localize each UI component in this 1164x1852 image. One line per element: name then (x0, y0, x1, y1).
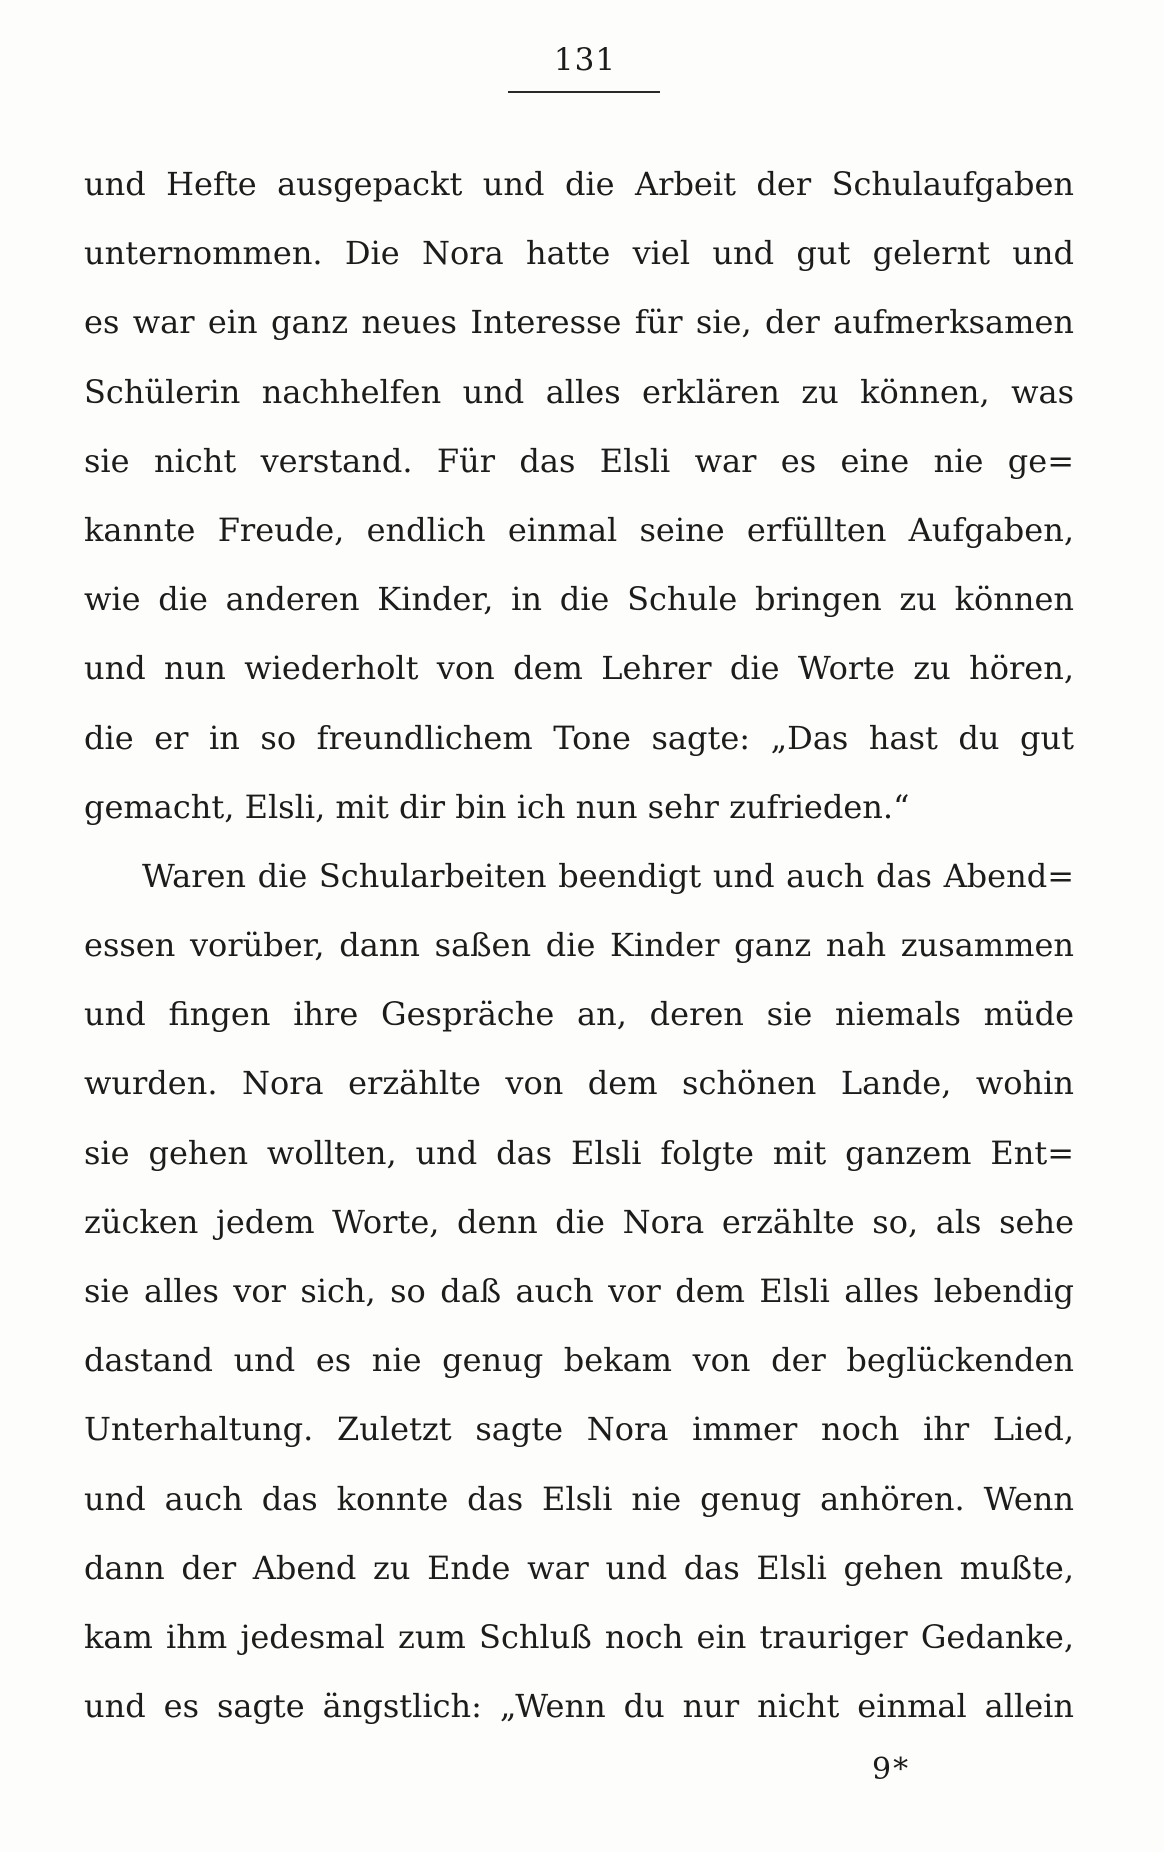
text-line: Schülerin nachhelfen und alles erklären zu können, was (84, 372, 1074, 411)
text-line: dann der Abend zu Ende war und das Elsli gehen mußte, (84, 1548, 1074, 1587)
text-line: sie nicht verstand. Für das Elsli war es eine nie ge= (84, 441, 1074, 480)
text-line: es war ein ganz neues Interesse für sie, der aufmerksamen (84, 303, 1074, 342)
text-line: sie gehen wollten, und das Elsli folgte mit ganzem Ent= (84, 1133, 1074, 1172)
page-number: 131 (553, 42, 617, 78)
text-line: dastand und es nie genug bekam von der beglückenden (84, 1341, 1074, 1380)
text-line: essen vorüber, dann saßen die Kinder ganz nah zusammen (84, 926, 1074, 965)
text-line: und fingen ihre Gespräche an, deren sie niemals müde (84, 995, 1074, 1034)
header-rule (508, 91, 660, 93)
text-line: Unterhaltung. Zuletzt sagte Nora immer noch ihr Lied, (84, 1410, 1074, 1449)
text-line: die er in so freundlichem Tone sagte: „Das hast du gut (84, 718, 1074, 757)
signature-mark: 9* (872, 1752, 911, 1787)
body-text (84, 150, 1074, 1741)
paragraph-2 (84, 842, 1074, 1741)
text-line: und es sagte ängstlich: „Wenn du nur nicht einmal allein (84, 1687, 1074, 1726)
text-line: zücken jedem Worte, denn die Nora erzählte so, als sehe (84, 1202, 1074, 1241)
text-line: sie alles vor sich, so daß auch vor dem Elsli alles lebendig (84, 1272, 1074, 1310)
text-line: und nun wiederholt von dem Lehrer die Worte zu hören, (84, 649, 1074, 688)
text-line: wie die anderen Kinder, in die Schule bringen zu können (84, 580, 1074, 619)
text-line: Waren die Schularbeiten beendigt und auch das Abend= (142, 856, 1074, 895)
text-line: wurden. Nora erzählte von dem schönen Lande, wohin (84, 1064, 1074, 1103)
text-line: gemacht, Elsli, mit dir bin ich nun sehr zufrieden.“ (84, 787, 910, 826)
text-line: kannte Freude, endlich einmal seine erfüllten Aufgaben, (84, 510, 1074, 549)
text-line: und Hefte ausgepackt und die Arbeit der Schulaufgaben (84, 165, 1074, 203)
paragraph-1 (84, 150, 1074, 842)
text-line: und auch das konnte das Elsli nie genug anhören. Wenn (84, 1479, 1074, 1518)
text-line: unternommen. Die Nora hatte viel und gut gelernt und (84, 234, 1074, 273)
text-line: kam ihm jedesmal zum Schluß noch ein trauriger Gedanke, (84, 1617, 1074, 1656)
